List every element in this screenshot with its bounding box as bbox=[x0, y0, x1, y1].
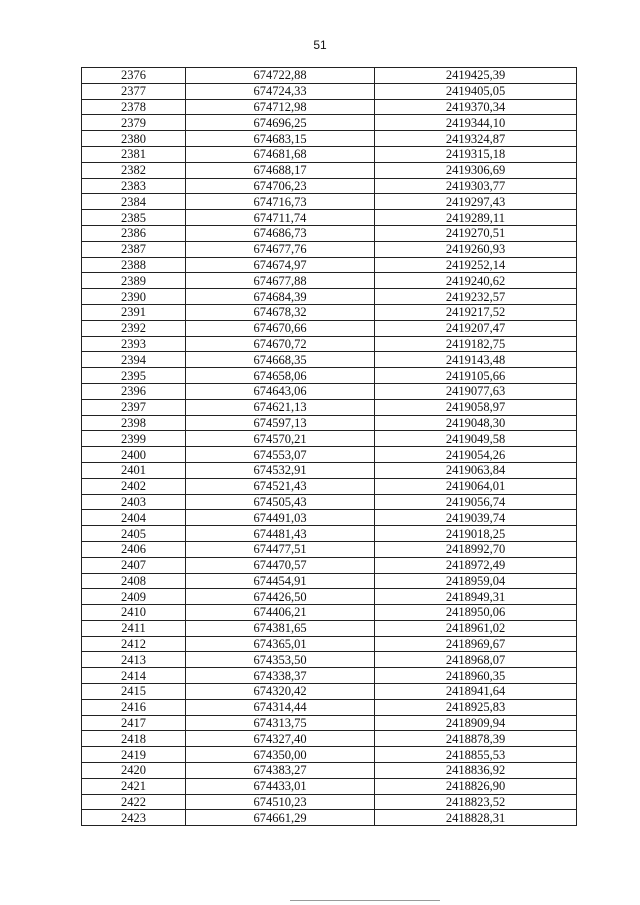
y-coordinate-cell: 2419077,63 bbox=[375, 383, 577, 399]
x-coordinate-cell: 674712,98 bbox=[186, 99, 375, 115]
y-coordinate-cell: 2418961,02 bbox=[375, 620, 577, 636]
y-coordinate-cell: 2419370,34 bbox=[375, 99, 577, 115]
point-number-cell: 2378 bbox=[82, 99, 186, 115]
x-coordinate-cell: 674670,72 bbox=[186, 336, 375, 352]
point-number-cell: 2389 bbox=[82, 273, 186, 289]
table-row bbox=[82, 178, 577, 194]
y-coordinate-cell: 2418823,52 bbox=[375, 794, 577, 810]
x-coordinate-cell: 674327,40 bbox=[186, 731, 375, 747]
table-row bbox=[82, 320, 577, 336]
table-row bbox=[82, 257, 577, 273]
y-coordinate-cell: 2419063,84 bbox=[375, 462, 577, 478]
x-coordinate-cell: 674670,66 bbox=[186, 320, 375, 336]
table-row bbox=[82, 778, 577, 794]
coordinates-table bbox=[81, 67, 577, 826]
y-coordinate-cell: 2419049,58 bbox=[375, 431, 577, 447]
y-coordinate-cell: 2418992,70 bbox=[375, 541, 577, 557]
point-number-cell: 2382 bbox=[82, 162, 186, 178]
table-row bbox=[82, 115, 577, 131]
point-number-cell: 2409 bbox=[82, 589, 186, 605]
table-row bbox=[82, 794, 577, 810]
x-coordinate-cell: 674521,43 bbox=[186, 478, 375, 494]
x-coordinate-cell: 674678,32 bbox=[186, 304, 375, 320]
table-row bbox=[82, 731, 577, 747]
y-coordinate-cell: 2419207,47 bbox=[375, 320, 577, 336]
x-coordinate-cell: 674320,42 bbox=[186, 684, 375, 700]
table-row bbox=[82, 478, 577, 494]
x-coordinate-cell: 674532,91 bbox=[186, 462, 375, 478]
point-number-cell: 2403 bbox=[82, 494, 186, 510]
point-number-cell: 2393 bbox=[82, 336, 186, 352]
x-coordinate-cell: 674677,88 bbox=[186, 273, 375, 289]
point-number-cell: 2395 bbox=[82, 368, 186, 384]
table-row bbox=[82, 510, 577, 526]
point-number-cell: 2385 bbox=[82, 210, 186, 226]
point-number-cell: 2402 bbox=[82, 478, 186, 494]
x-coordinate-cell: 674383,27 bbox=[186, 763, 375, 779]
point-number-cell: 2400 bbox=[82, 447, 186, 463]
x-coordinate-cell: 674711,74 bbox=[186, 210, 375, 226]
y-coordinate-cell: 2419105,66 bbox=[375, 368, 577, 384]
x-coordinate-cell: 674684,39 bbox=[186, 289, 375, 305]
table-row bbox=[82, 210, 577, 226]
table-row bbox=[82, 131, 577, 147]
point-number-cell: 2376 bbox=[82, 68, 186, 84]
point-number-cell: 2418 bbox=[82, 731, 186, 747]
point-number-cell: 2398 bbox=[82, 415, 186, 431]
y-coordinate-cell: 2419252,14 bbox=[375, 257, 577, 273]
x-coordinate-cell: 674454,91 bbox=[186, 573, 375, 589]
point-number-cell: 2390 bbox=[82, 289, 186, 305]
table-row bbox=[82, 573, 577, 589]
table-row bbox=[82, 763, 577, 779]
y-coordinate-cell: 2418941,64 bbox=[375, 684, 577, 700]
x-coordinate-cell: 674668,35 bbox=[186, 352, 375, 368]
y-coordinate-cell: 2419260,93 bbox=[375, 241, 577, 257]
point-number-cell: 2397 bbox=[82, 399, 186, 415]
x-coordinate-cell: 674716,73 bbox=[186, 194, 375, 210]
point-number-cell: 2388 bbox=[82, 257, 186, 273]
y-coordinate-cell: 2418925,83 bbox=[375, 699, 577, 715]
y-coordinate-cell: 2419217,52 bbox=[375, 304, 577, 320]
table-row bbox=[82, 68, 577, 84]
table-row bbox=[82, 447, 577, 463]
y-coordinate-cell: 2418969,67 bbox=[375, 636, 577, 652]
point-number-cell: 2410 bbox=[82, 605, 186, 621]
table-row bbox=[82, 652, 577, 668]
table-row bbox=[82, 399, 577, 415]
x-coordinate-cell: 674677,76 bbox=[186, 241, 375, 257]
x-coordinate-cell: 674724,33 bbox=[186, 83, 375, 99]
table-row bbox=[82, 241, 577, 257]
point-number-cell: 2412 bbox=[82, 636, 186, 652]
x-coordinate-cell: 674314,44 bbox=[186, 699, 375, 715]
x-coordinate-cell: 674433,01 bbox=[186, 778, 375, 794]
y-coordinate-cell: 2419306,69 bbox=[375, 162, 577, 178]
y-coordinate-cell: 2419048,30 bbox=[375, 415, 577, 431]
y-coordinate-cell: 2419289,11 bbox=[375, 210, 577, 226]
y-coordinate-cell: 2418878,39 bbox=[375, 731, 577, 747]
x-coordinate-cell: 674406,21 bbox=[186, 605, 375, 621]
y-coordinate-cell: 2418828,31 bbox=[375, 810, 577, 826]
point-number-cell: 2377 bbox=[82, 83, 186, 99]
x-coordinate-cell: 674505,43 bbox=[186, 494, 375, 510]
table-row bbox=[82, 557, 577, 573]
x-coordinate-cell: 674426,50 bbox=[186, 589, 375, 605]
point-number-cell: 2379 bbox=[82, 115, 186, 131]
point-number-cell: 2392 bbox=[82, 320, 186, 336]
x-coordinate-cell: 674683,15 bbox=[186, 131, 375, 147]
table-row bbox=[82, 668, 577, 684]
coordinates-table-body bbox=[82, 68, 577, 826]
x-coordinate-cell: 674686,73 bbox=[186, 225, 375, 241]
table-row bbox=[82, 494, 577, 510]
table-row bbox=[82, 289, 577, 305]
point-number-cell: 2416 bbox=[82, 699, 186, 715]
point-number-cell: 2394 bbox=[82, 352, 186, 368]
y-coordinate-cell: 2419324,87 bbox=[375, 131, 577, 147]
point-number-cell: 2407 bbox=[82, 557, 186, 573]
table-row bbox=[82, 383, 577, 399]
y-coordinate-cell: 2419232,57 bbox=[375, 289, 577, 305]
y-coordinate-cell: 2418972,49 bbox=[375, 557, 577, 573]
x-coordinate-cell: 674722,88 bbox=[186, 68, 375, 84]
table-row bbox=[82, 225, 577, 241]
table-row bbox=[82, 368, 577, 384]
table-row bbox=[82, 336, 577, 352]
y-coordinate-cell: 2419058,97 bbox=[375, 399, 577, 415]
table-row bbox=[82, 810, 577, 826]
x-coordinate-cell: 674381,65 bbox=[186, 620, 375, 636]
x-coordinate-cell: 674338,37 bbox=[186, 668, 375, 684]
table-row bbox=[82, 699, 577, 715]
point-number-cell: 2406 bbox=[82, 541, 186, 557]
table-row bbox=[82, 636, 577, 652]
point-number-cell: 2401 bbox=[82, 462, 186, 478]
x-coordinate-cell: 674696,25 bbox=[186, 115, 375, 131]
y-coordinate-cell: 2419240,62 bbox=[375, 273, 577, 289]
y-coordinate-cell: 2419270,51 bbox=[375, 225, 577, 241]
y-coordinate-cell: 2418826,90 bbox=[375, 778, 577, 794]
table-row bbox=[82, 620, 577, 636]
table-row bbox=[82, 747, 577, 763]
x-coordinate-cell: 674658,06 bbox=[186, 368, 375, 384]
bottom-divider bbox=[290, 900, 440, 901]
y-coordinate-cell: 2419303,77 bbox=[375, 178, 577, 194]
x-coordinate-cell: 674597,13 bbox=[186, 415, 375, 431]
point-number-cell: 2421 bbox=[82, 778, 186, 794]
x-coordinate-cell: 674674,97 bbox=[186, 257, 375, 273]
table-row bbox=[82, 415, 577, 431]
y-coordinate-cell: 2418959,04 bbox=[375, 573, 577, 589]
y-coordinate-cell: 2419039,74 bbox=[375, 510, 577, 526]
y-coordinate-cell: 2419018,25 bbox=[375, 526, 577, 542]
y-coordinate-cell: 2418950,06 bbox=[375, 605, 577, 621]
table-row bbox=[82, 541, 577, 557]
y-coordinate-cell: 2419315,18 bbox=[375, 146, 577, 162]
point-number-cell: 2380 bbox=[82, 131, 186, 147]
table-row bbox=[82, 605, 577, 621]
y-coordinate-cell: 2418855,53 bbox=[375, 747, 577, 763]
page-number: 51 bbox=[313, 38, 327, 52]
y-coordinate-cell: 2418909,94 bbox=[375, 715, 577, 731]
y-coordinate-cell: 2419297,43 bbox=[375, 194, 577, 210]
x-coordinate-cell: 674365,01 bbox=[186, 636, 375, 652]
point-number-cell: 2423 bbox=[82, 810, 186, 826]
x-coordinate-cell: 674481,43 bbox=[186, 526, 375, 542]
table-row bbox=[82, 431, 577, 447]
point-number-cell: 2411 bbox=[82, 620, 186, 636]
table-row bbox=[82, 462, 577, 478]
x-coordinate-cell: 674643,06 bbox=[186, 383, 375, 399]
y-coordinate-cell: 2419143,48 bbox=[375, 352, 577, 368]
point-number-cell: 2404 bbox=[82, 510, 186, 526]
y-coordinate-cell: 2419064,01 bbox=[375, 478, 577, 494]
table-row bbox=[82, 83, 577, 99]
x-coordinate-cell: 674706,23 bbox=[186, 178, 375, 194]
table-row bbox=[82, 194, 577, 210]
point-number-cell: 2408 bbox=[82, 573, 186, 589]
point-number-cell: 2422 bbox=[82, 794, 186, 810]
point-number-cell: 2419 bbox=[82, 747, 186, 763]
point-number-cell: 2387 bbox=[82, 241, 186, 257]
table-row bbox=[82, 352, 577, 368]
point-number-cell: 2383 bbox=[82, 178, 186, 194]
x-coordinate-cell: 674553,07 bbox=[186, 447, 375, 463]
x-coordinate-cell: 674313,75 bbox=[186, 715, 375, 731]
x-coordinate-cell: 674621,13 bbox=[186, 399, 375, 415]
point-number-cell: 2413 bbox=[82, 652, 186, 668]
point-number-cell: 2420 bbox=[82, 763, 186, 779]
x-coordinate-cell: 674477,51 bbox=[186, 541, 375, 557]
y-coordinate-cell: 2419056,74 bbox=[375, 494, 577, 510]
y-coordinate-cell: 2419425,39 bbox=[375, 68, 577, 84]
point-number-cell: 2414 bbox=[82, 668, 186, 684]
x-coordinate-cell: 674350,00 bbox=[186, 747, 375, 763]
y-coordinate-cell: 2419405,05 bbox=[375, 83, 577, 99]
table-row bbox=[82, 162, 577, 178]
point-number-cell: 2399 bbox=[82, 431, 186, 447]
table-row bbox=[82, 715, 577, 731]
x-coordinate-cell: 674491,03 bbox=[186, 510, 375, 526]
table-row bbox=[82, 273, 577, 289]
y-coordinate-cell: 2419344,10 bbox=[375, 115, 577, 131]
table-row bbox=[82, 684, 577, 700]
table-row bbox=[82, 304, 577, 320]
y-coordinate-cell: 2418960,35 bbox=[375, 668, 577, 684]
y-coordinate-cell: 2419182,75 bbox=[375, 336, 577, 352]
point-number-cell: 2386 bbox=[82, 225, 186, 241]
point-number-cell: 2381 bbox=[82, 146, 186, 162]
x-coordinate-cell: 674470,57 bbox=[186, 557, 375, 573]
y-coordinate-cell: 2418836,92 bbox=[375, 763, 577, 779]
x-coordinate-cell: 674510,23 bbox=[186, 794, 375, 810]
point-number-cell: 2415 bbox=[82, 684, 186, 700]
y-coordinate-cell: 2418968,07 bbox=[375, 652, 577, 668]
point-number-cell: 2384 bbox=[82, 194, 186, 210]
x-coordinate-cell: 674688,17 bbox=[186, 162, 375, 178]
table-row bbox=[82, 589, 577, 605]
table-row bbox=[82, 99, 577, 115]
x-coordinate-cell: 674570,21 bbox=[186, 431, 375, 447]
x-coordinate-cell: 674661,29 bbox=[186, 810, 375, 826]
y-coordinate-cell: 2419054,26 bbox=[375, 447, 577, 463]
x-coordinate-cell: 674681,68 bbox=[186, 146, 375, 162]
table-row bbox=[82, 526, 577, 542]
y-coordinate-cell: 2418949,31 bbox=[375, 589, 577, 605]
x-coordinate-cell: 674353,50 bbox=[186, 652, 375, 668]
point-number-cell: 2391 bbox=[82, 304, 186, 320]
table-row bbox=[82, 146, 577, 162]
point-number-cell: 2417 bbox=[82, 715, 186, 731]
point-number-cell: 2396 bbox=[82, 383, 186, 399]
point-number-cell: 2405 bbox=[82, 526, 186, 542]
